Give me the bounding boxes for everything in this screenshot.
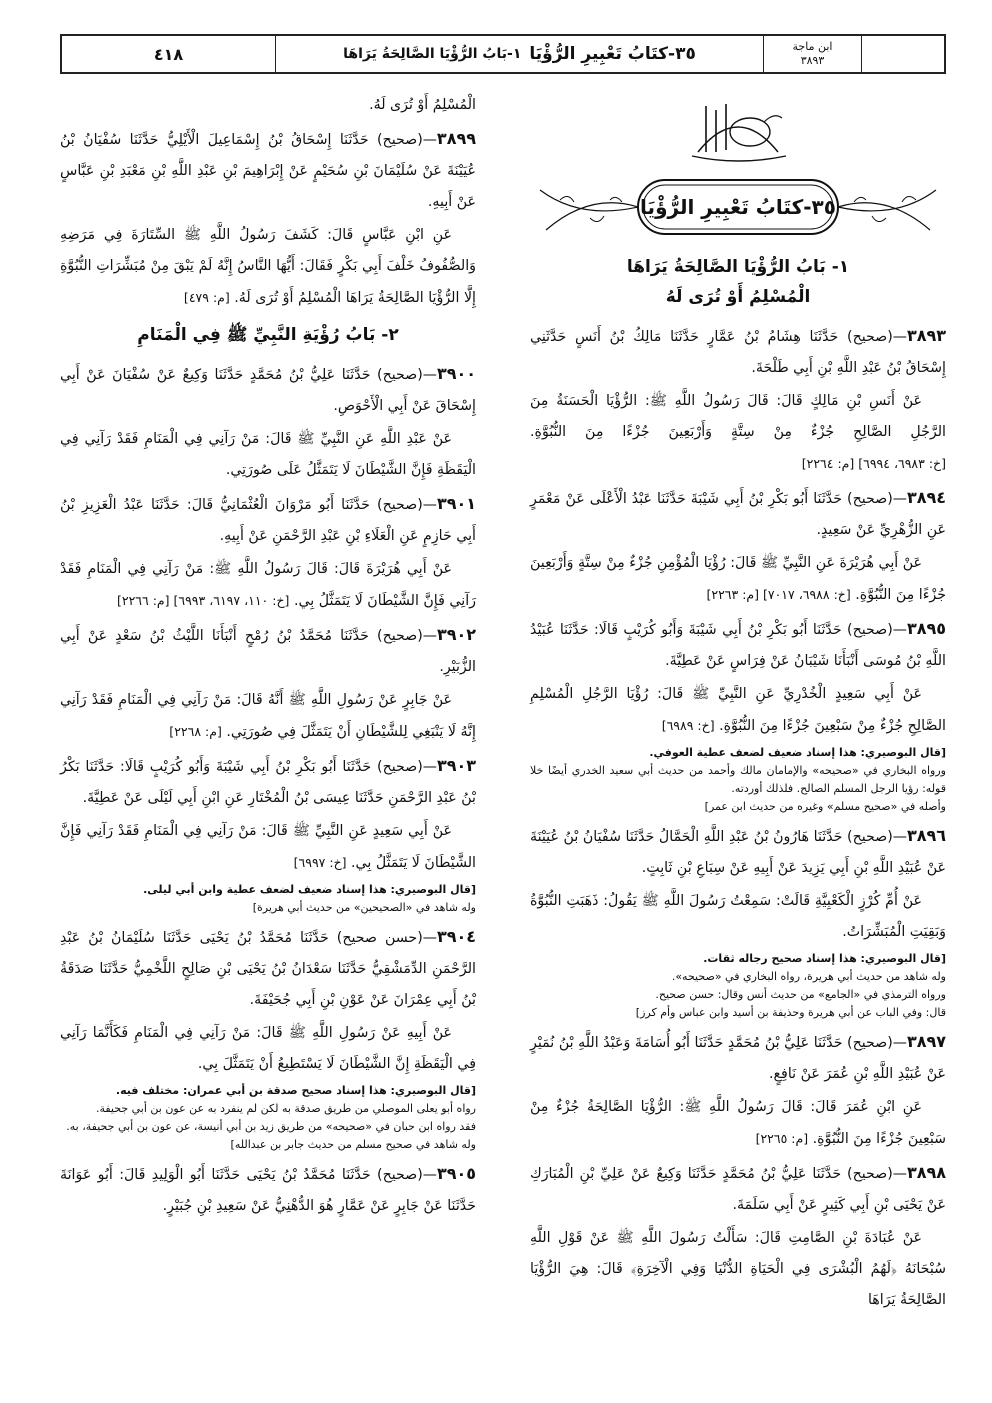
hadith-3903-matn (60, 816, 476, 879)
book-title-ornament (530, 170, 946, 246)
hadith-number: ٣٩٠٥ (436, 1164, 476, 1183)
footnote-line: [قال البوصيري: هذا إسناد ضعيف لضعف عطية العوفي. (649, 746, 946, 759)
hadith-references: [خ: ١١٠، ٦١٩٧، ٦٩٩٣] [م: ٢٢٦٦] (116, 593, 290, 608)
hadith-isnad: حَدَّثَنَا إِسْحَاقُ بْنُ إِسْمَاعِيلَ الْأَيْلِيُّ حَدَّثَنَا سُفْيَانُ بْنُ عُيَيْنَةَ عَنْ سُلَيْمَانَ بْنِ سُحَيْمٍ عَنْ إِبْرَاهِيمَ بْنِ عَبْدِ اللَّهِ بْنِ مَعْبَدِ بْنِ عَبَّاسٍ عَنْ أَبِيهِ. (60, 132, 476, 210)
footnote-line: [قال البوصيري: هذا إسناد صحيح صدقة بن أبي عمران: مختلف فيه. (115, 1084, 476, 1097)
footnote-3896 (530, 950, 946, 1022)
header-blank-cell (862, 36, 944, 72)
hadith-number: ٣٩٠٤ (436, 927, 476, 946)
hadith-3893-matn (530, 386, 946, 480)
hadith-isnad: حَدَّثَنَا أَبُو بَكْرِ بْنُ أَبِي شَيْبَةَ وَأَبُو كُرَيْبٍ قَالَا: حَدَّثَنَا بَكْرُ بْنُ عَبْدِ الرَّحْمَنِ حَدَّثَنَا عِيسَى بْنُ الْمُخْتَارِ عَنِ ابْنِ أَبِي لَيْلَى عَنْ عَطِيَّةَ. (60, 759, 476, 806)
hadith-grade: (صحيح) (377, 132, 423, 148)
hadith-range: ٣٨٩٣ (800, 54, 825, 67)
hadith-3900: ٣٩٠٠—(صحيح) حَدَّثَنَا عَلِيُّ بْنُ مُحَمَّدٍ حَدَّثَنَا وَكِيعٌ عَنْ سُفْيَانَ عَنْ أَبِي إِسْحَاقَ عَنْ أَبِي الْأَحْوَصِ. (60, 364, 476, 414)
footnote-line: وله شاهد في «الصحيحين» من حديث أبي هريرة] (252, 901, 476, 914)
hadith-matn: عَنْ جَابِرٍ عَنْ رَسُولِ اللَّهِ ﷺ أَنَّهُ قَالَ: مَنْ رَآنِي فِي الْمَنَامِ فَقَدْ رَآنِي إِنَّهُ لَا يَنْبَغِي لِلشَّيْطَانِ أَنْ يَتَمَثَّلَ فِي صُورَتِي. (60, 692, 476, 740)
hadith-grade: (صحيح) (847, 1035, 893, 1051)
hadith-3895-matn (530, 679, 946, 742)
hadith-isnad: حَدَّثَنَا هِشَامُ بْنُ عَمَّارٍ حَدَّثَنَا مَالِكُ بْنُ أَنَسٍ حَدَّثَنِي إِسْحَاقُ بْنُ عَبْدِ اللَّهِ بْنِ أَبِي طَلْحَةَ. (530, 329, 946, 376)
hadith-grade: (صحيح) (847, 491, 893, 507)
hadith-number: ٣٨٩٣ (906, 326, 946, 345)
hadith-matn: عَنْ عَبْدِ اللَّهِ عَنِ النَّبِيِّ ﷺ قَالَ: مَنْ رَآنِي فِي الْمَنَامِ فَقَدْ رَآنِي فِي الْيَقَظَةِ فَإِنَّ الشَّيْطَانَ لَا يَتَمَثَّلُ عَلَى صُورَتِي. (60, 431, 476, 478)
hadith-grade: (حسن صحيح) (336, 930, 423, 946)
footnote-line: وله شاهد في صحيح مسلم من حديث جابر بن عبدالله] (230, 1138, 476, 1151)
hadith-references: [م: ٢٢٦٨] (169, 724, 222, 739)
hadith-grade: (صحيح) (847, 622, 893, 638)
footnote-line: ورواه الترمذي في «الجامع» من حديث أنس وقال: حسن صحيح. (655, 988, 946, 1001)
left-column (60, 90, 476, 1224)
hadith-number: ٣٩٠٣ (436, 756, 476, 775)
hadith-references: [م: ٤٧٩] (183, 290, 230, 305)
hadith-3900-matn (60, 424, 476, 486)
bab-1-line-1: ١- بَابُ الرُّؤْيَا الصَّالِحَةُ يَرَاهَا (626, 257, 850, 277)
hadith-grade: (صحيح) (847, 1166, 893, 1182)
hadith-grade: (صحيح) (377, 628, 423, 644)
continuation-text: الْمُسْلِمُ أَوْ تُرَى لَهُ. (369, 97, 476, 113)
hadith-references: [خ: ٦٩٨٣، ٦٩٩٤] [م: ٢٢٦٤] (801, 456, 946, 471)
hadith-3894: ٣٨٩٤—(صحيح) حَدَّثَنَا أَبُو بَكْرِ بْنُ أَبِي شَيْبَةَ حَدَّثَنَا عَبْدُ الْأَعْلَى عَنْ مَعْمَرٍ عَنِ الزُّهْرِيِّ عَنْ سَعِيدٍ. (530, 488, 946, 538)
footnote-3895 (530, 744, 946, 816)
running-title (276, 36, 764, 72)
hadith-number: ٣٨٩٧ (906, 1032, 946, 1051)
footnote-line: فقد رواه ابن حبان في «صحيحه» من طريق زيد بن أبي أنيسة، عن عون بن أبي جحيفة، به. (66, 1120, 476, 1133)
footnote-line: [قال البوصيري: هذا إسناد ضعيف لضعف عطية وابن أبي ليلى. (143, 883, 476, 896)
right-column (530, 90, 946, 1318)
hadith-3893: ٣٨٩٣—(صحيح) حَدَّثَنَا هِشَامُ بْنُ عَمَّارٍ حَدَّثَنَا مَالِكُ بْنُ أَنَسٍ حَدَّثَنِي إِسْحَاقُ بْنُ عَبْدِ اللَّهِ بْنِ أَبِي طَلْحَةَ. (530, 326, 946, 376)
hadith-3904-matn (60, 1018, 476, 1080)
hadith-3902: ٣٩٠٢—(صحيح) حَدَّثَنَا مُحَمَّدُ بْنُ رُمْحٍ أَنْبَأَنَا اللَّيْثُ بْنُ سَعْدٍ عَنْ أَبِي الزُّبَيْرِ. (60, 625, 476, 675)
basmala-calligraphy (678, 92, 798, 168)
hadith-grade: (صحيح) (377, 497, 423, 513)
hadith-references: [خ: ٦٩٨٨، ٧٠١٧] [م: ٢٢٦٣] (706, 587, 851, 602)
hadith-number: ٣٩٠١ (436, 494, 476, 513)
hadith-references: [م: ٢٢٦٥] (755, 1131, 809, 1146)
hadith-matn: عَنْ عُبَادَةَ بْنِ الصَّامِتِ قَالَ: سَأَلْتُ رَسُولَ اللَّهِ ﷺ عَنْ قَوْلِ اللَّهِ سُبْحَانَهُ ﴿لَهُمُ الْبُشْرَى فِي الْحَيَاةِ الدُّنْيَا وَفِي الْآخِرَةِ﴾ قَالَ: هِيَ الرُّؤْيَا الصَّالِحَةُ يَرَاهَا (530, 1230, 946, 1308)
hadith-3896-matn (530, 886, 946, 948)
hadith-matn: عَنْ أَبِي هُرَيْرَةَ قَالَ: قَالَ رَسُولُ اللَّهِ ﷺ: مَنْ رَآنِي فِي الْمَنَامِ فَقَدْ رَآنِي فَإِنَّ الشَّيْطَانَ لَا يَتَمَثَّلُ بِي. (60, 561, 476, 609)
footnote-line: قال: وفي الباب عن أبي هريرة وحذيفة بن أسيد وابن عباس وأم كرز] (635, 1006, 946, 1019)
hadith-isnad: حَدَّثَنَا أَبُو بَكْرِ بْنُ أَبِي شَيْبَةَ وَأَبُو كُرَيْبٍ قَالَا: حَدَّثَنَا عُبَيْدُ اللَّهِ بْنُ مُوسَى أَنْبَأَنَا شَيْبَانُ عَنْ فِرَاسٍ عَنْ عَطِيَّةَ. (530, 622, 946, 669)
hadith-isnad: حَدَّثَنَا عَلِيُّ بْنُ مُحَمَّدٍ حَدَّثَنَا وَكِيعٌ عَنْ عَلِيِّ بْنِ الْمُبَارَكِ عَنْ يَحْيَى بْنِ أَبِي كَثِيرٍ عَنْ أَبِي سَلَمَةَ. (530, 1166, 946, 1213)
book-title: ٣٥-كتَابُ تَعْبِيرِ الرُّؤْيَا (640, 195, 836, 219)
hadith-isnad: حَدَّثَنَا مُحَمَّدُ بْنُ يَحْيَى حَدَّثَنَا أَبُو الْوَلِيدِ قَالَ: أَبُو عَوَانَةَ حَدَّثَنَا عَنْ جَابِرٍ عَنْ عَمَّارٍ هُوَ الدُّهْنِيُّ عَنْ سَعِيدِ بْنِ جُبَيْرٍ. (60, 1167, 476, 1214)
bab-1-heading (530, 252, 946, 312)
hadith-3902-matn (60, 685, 476, 748)
footnote-line: وله شاهد من حديث أبي هريرة، رواه البخاري في «صحيحه». (671, 970, 946, 983)
page-header (60, 34, 946, 74)
hadith-grade: (صحيح) (377, 1167, 423, 1183)
hadith-3903: ٣٩٠٣—(صحيح) حَدَّثَنَا أَبُو بَكْرِ بْنُ أَبِي شَيْبَةَ وَأَبُو كُرَيْبٍ قَالَا: حَدَّثَنَا بَكْرُ بْنُ عَبْدِ الرَّحْمَنِ حَدَّثَنَا عِيسَى بْنُ الْمُخْتَارِ عَنِ ابْنِ أَبِي لَيْلَى عَنْ عَطِيَّةَ. (60, 756, 476, 806)
footnote-3904 (60, 1082, 476, 1154)
footnote-line: رواه أبو يعلى الموصلي من طريق صدقة به لكن لم ينفرد به عن عون بن أبي جحيفة. (95, 1102, 476, 1115)
hadith-3901-matn (60, 554, 476, 617)
hadith-number: ٣٩٠٢ (436, 625, 476, 644)
page-number: ٤١٨ (62, 36, 276, 72)
hadith-3901: ٣٩٠١—(صحيح) حَدَّثَنَا أَبُو مَرْوَانَ الْعُثْمَانِيُّ قَالَ: حَدَّثَنَا عَبْدُ الْعَزِيزِ بْنُ أَبِي حَازِمٍ عَنِ الْعَلَاءِ بْنِ عَبْدِ الرَّحْمَنِ عَنْ أَبِيهِ. (60, 494, 476, 544)
running-book-title: ٣٥-كتَابُ تَعْبِيرِ الرُّؤْيَا (529, 44, 696, 64)
hadith-isnad: حَدَّثَنَا مُحَمَّدُ بْنُ رُمْحٍ أَنْبَأَنَا اللَّيْثُ بْنُ سَعْدٍ عَنْ أَبِي الزُّبَيْرِ. (60, 628, 476, 675)
bab-1-line-2: الْمُسْلِمُ أَوْ تُرَى لَهُ (665, 287, 811, 307)
hadith-number: ٣٨٩٥ (906, 619, 946, 638)
hadith-3896: ٣٨٩٦—(صحيح) حَدَّثَنَا هَارُونُ بْنُ عَبْدِ اللَّهِ الْحَمَّالُ حَدَّثَنَا سُفْيَانُ بْنُ عُيَيْنَةَ عَنْ عُبَيْدِ اللَّهِ بْنِ أَبِي يَزِيدَ عَنْ أَبِيهِ عَنْ سِبَاعِ بْنِ ثَابِتٍ. (530, 826, 946, 876)
hadith-grade: (صحيح) (377, 759, 423, 775)
hadith-references: [خ: ٦٩٩٧] (293, 855, 347, 870)
hadith-matn: عَنْ أَبِي سَعِيدٍ عَنِ النَّبِيِّ ﷺ قَالَ: مَنْ رَآنِي فِي الْمَنَامِ فَقَدْ رَآنِي فَإِنَّ الشَّيْطَانَ لَا يَتَمَثَّلُ بِي. (60, 823, 476, 871)
hadith-number: ٣٨٩٩ (436, 129, 476, 148)
hadith-references: [خ: ٦٩٨٩] (661, 718, 715, 733)
hadith-3898-matn (530, 1223, 946, 1316)
hadith-matn: عَنْ أَنَسِ بْنِ مَالِكٍ قَالَ: قَالَ رَسُولُ اللَّهِ ﷺ: الرُّؤْيَا الْحَسَنَةُ مِنَ الرَّجُلِ الصَّالِحِ جُزْءٌ مِنْ سِتَّةٍ وَأَرْبَعِينَ جُزْءًا مِنَ النُّبُوَّةِ. (530, 393, 946, 440)
hadith-3904: ٣٩٠٤—(حسن صحيح) حَدَّثَنَا مُحَمَّدُ بْنُ يَحْيَى حَدَّثَنَا سُلَيْمَانُ بْنُ عَبْدِ الرَّحْمَنِ الدِّمَشْقِيُّ حَدَّثَنَا سَعْدَانُ بْنُ يَحْيَى بْنِ صَالِحٍ اللَّخْمِيُّ حَدَّثَنَا صَدَقَةُ بْنُ أَبِي عِمْرَانَ عَنْ عَوْنِ بْنِ أَبِي جُحَيْفَةَ. (60, 927, 476, 1008)
hadith-grade: (صحيح) (847, 829, 893, 845)
source-name: ابن ماجة (792, 40, 833, 53)
source-reference (764, 36, 862, 72)
hadith-isnad: حَدَّثَنَا عَلِيُّ بْنُ مُحَمَّدٍ حَدَّثَنَا وَكِيعٌ عَنْ سُفْيَانَ عَنْ أَبِي إِسْحَاقَ عَنْ أَبِي الْأَحْوَصِ. (60, 367, 476, 414)
hadith-isnad: حَدَّثَنَا مُحَمَّدُ بْنُ يَحْيَى حَدَّثَنَا سُلَيْمَانُ بْنُ عَبْدِ الرَّحْمَنِ الدِّمَشْقِيُّ حَدَّثَنَا سَعْدَانُ بْنُ يَحْيَى بْنِ صَالِحٍ اللَّخْمِيُّ حَدَّثَنَا صَدَقَةُ بْنُ أَبِي عِمْرَانَ عَنْ عَوْنِ بْنِ أَبِي جُحَيْفَةَ. (60, 930, 476, 1008)
hadith-3895: ٣٨٩٥—(صحيح) حَدَّثَنَا أَبُو بَكْرِ بْنُ أَبِي شَيْبَةَ وَأَبُو كُرَيْبٍ قَالَا: حَدَّثَنَا عُبَيْدُ اللَّهِ بْنُ مُوسَى أَنْبَأَنَا شَيْبَانُ عَنْ فِرَاسٍ عَنْ عَطِيَّةَ. (530, 619, 946, 669)
hadith-isnad: حَدَّثَنَا أَبُو بَكْرِ بْنُ أَبِي شَيْبَةَ حَدَّثَنَا عَبْدُ الْأَعْلَى عَنْ مَعْمَرٍ عَنِ الزُّهْرِيِّ عَنْ سَعِيدٍ. (530, 491, 946, 538)
bab-2-heading: ٢- بَابُ رُؤْيَةِ النَّبِيِّ ﷺ فِي الْمَنَامِ (137, 325, 399, 345)
hadith-matn: عَنِ ابْنِ عُمَرَ قَالَ: قَالَ رَسُولُ اللَّهِ ﷺ: الرُّؤْيَا الصَّالِحَةُ جُزْءٌ مِنْ سَبْعِينَ جُزْءًا مِنَ النُّبُوَّةِ. (530, 1099, 946, 1147)
hadith-3899: ٣٨٩٩—(صحيح) حَدَّثَنَا إِسْحَاقُ بْنُ إِسْمَاعِيلَ الْأَيْلِيُّ حَدَّثَنَا سُفْيَانُ بْنُ عُيَيْنَةَ عَنْ سُلَيْمَانَ بْنِ سُحَيْمٍ عَنْ إِبْرَاهِيمَ بْنِ عَبْدِ اللَّهِ بْنِ مَعْبَدِ بْنِ عَبَّاسٍ عَنْ أَبِيهِ. (60, 129, 476, 210)
hadith-3897: ٣٨٩٧—(صحيح) حَدَّثَنَا عَلِيُّ بْنُ مُحَمَّدٍ حَدَّثَنَا أَبُو أُسَامَةَ وَعَبْدُ اللَّهِ بْنُ نُمَيْرٍ عَنْ عُبَيْدِ اللَّهِ بْنِ عُمَرَ عَنْ نَافِعٍ. (530, 1032, 946, 1082)
hadith-grade: (صحيح) (377, 367, 423, 383)
running-bab-title: ١-بَابُ الرُّؤْيَا الصَّالِحَةُ يَرَاهَا (343, 46, 522, 62)
hadith-3905: ٣٩٠٥—(صحيح) حَدَّثَنَا مُحَمَّدُ بْنُ يَحْيَى حَدَّثَنَا أَبُو الْوَلِيدِ قَالَ: أَبُو عَوَانَةَ حَدَّثَنَا عَنْ جَابِرٍ عَنْ عَمَّارٍ هُوَ الدُّهْنِيُّ عَنْ سَعِيدِ بْنِ جُبَيْرٍ. (60, 1164, 476, 1214)
hadith-matn: عَنْ أُمِّ كُرْزٍ الْكَعْبِيَّةِ قَالَتْ: سَمِعْتُ رَسُولَ اللَّهِ ﷺ يَقُولُ: ذَهَبَتِ النُّبُوَّةُ وَبَقِيَتِ الْمُبَشِّرَاتُ. (530, 893, 946, 940)
hadith-3899-matn (60, 220, 476, 314)
hadith-matn: عَنِ ابْنِ عَبَّاسٍ قَالَ: كَشَفَ رَسُولُ اللَّهِ ﷺ السِّتَارَةَ فِي مَرَضِهِ وَالصُّفُوفُ خَلْفَ أَبِي بَكْرٍ فَقَالَ: أَيُّهَا النَّاسُ إِنَّهُ لَمْ يَبْقَ مِنْ مُبَشِّرَاتِ النُّبُوَّةِ إِلَّا الرُّؤْيَا الصَّالِحَةُ يَرَاهَا الْمُسْلِمُ أَوْ تُرَى لَهُ. (60, 227, 476, 306)
hadith-3898: ٣٨٩٨—(صحيح) حَدَّثَنَا عَلِيُّ بْنُ مُحَمَّدٍ حَدَّثَنَا وَكِيعٌ عَنْ عَلِيِّ بْنِ الْمُبَارَكِ عَنْ يَحْيَى بْنِ أَبِي كَثِيرٍ عَنْ أَبِي سَلَمَةَ. (530, 1163, 947, 1213)
hadith-isnad: حَدَّثَنَا أَبُو مَرْوَانَ الْعُثْمَانِيُّ قَالَ: حَدَّثَنَا عَبْدُ الْعَزِيزِ بْنُ أَبِي حَازِمٍ عَنِ الْعَلَاءِ بْنِ عَبْدِ الرَّحْمَنِ عَنْ أَبِيهِ. (60, 497, 476, 544)
hadith-matn: عَنْ أَبِيهِ عَنْ رَسُولِ اللَّهِ ﷺ قَالَ: مَنْ رَآنِي فِي الْمَنَامِ فَكَأَنَّمَا رَآنِي فِي الْيَقَظَةِ إِنَّ الشَّيْطَانَ لَا يَسْتَطِيعُ أَنْ يَتَمَثَّلَ بِي. (60, 1025, 476, 1072)
footnote-line: وأصله في «صحيح مسلم» وغيره من حديث ابن عمر] (704, 800, 946, 813)
hadith-grade: (صحيح) (847, 329, 893, 345)
hadith-3897-matn (530, 1092, 946, 1155)
footnote-line: [قال البوصيري: هذا إسناد صحيح رجاله ثقات. (703, 952, 946, 965)
hadith-3894-matn (530, 548, 946, 611)
footnote-3903 (60, 881, 476, 917)
hadith-matn: عَنْ أَبِي هُرَيْرَةَ عَنِ النَّبِيِّ ﷺ قَالَ: رُؤْيَا الْمُؤْمِنِ جُزْءٌ مِنْ سِتَّةٍ وَأَرْبَعِينَ جُزْءًا مِنَ النُّبُوَّةِ. (530, 555, 946, 603)
hadith-isnad: حَدَّثَنَا هَارُونُ بْنُ عَبْدِ اللَّهِ الْحَمَّالُ حَدَّثَنَا سُفْيَانُ بْنُ عُيَيْنَةَ عَنْ عُبَيْدِ اللَّهِ بْنِ أَبِي يَزِيدَ عَنْ أَبِيهِ عَنْ سِبَاعِ بْنِ ثَابِتٍ. (530, 829, 946, 876)
hadith-isnad: حَدَّثَنَا عَلِيُّ بْنُ مُحَمَّدٍ حَدَّثَنَا أَبُو أُسَامَةَ وَعَبْدُ اللَّهِ بْنُ نُمَيْرٍ عَنْ عُبَيْدِ اللَّهِ بْنِ عُمَرَ عَنْ نَافِعٍ. (530, 1035, 946, 1082)
hadith-matn: عَنْ أَبِي سَعِيدٍ الْخُدْرِيِّ عَنِ النَّبِيِّ ﷺ قَالَ: رُؤْيَا الرَّجُلِ الْمُسْلِمِ الصَّالِحِ جُزْءٌ مِنْ سَبْعِينَ جُزْءًا مِنَ النُّبُوَّةِ. (530, 686, 946, 734)
hadith-number: ٣٩٠٠ (436, 364, 476, 383)
footnote-line: ورواه البخاري في «صحيحه» والإمامان مالك وأحمد من حديث أبي سعيد الخدري أيضًا خلا قوله: رؤيا الرجل المسلم الصالح. فلذلك أوردته. (530, 764, 946, 795)
hadith-number: ٣٨٩٨ (906, 1163, 947, 1182)
hadith-number: ٣٨٩٦ (906, 826, 946, 845)
hadith-number: ٣٨٩٤ (906, 488, 946, 507)
